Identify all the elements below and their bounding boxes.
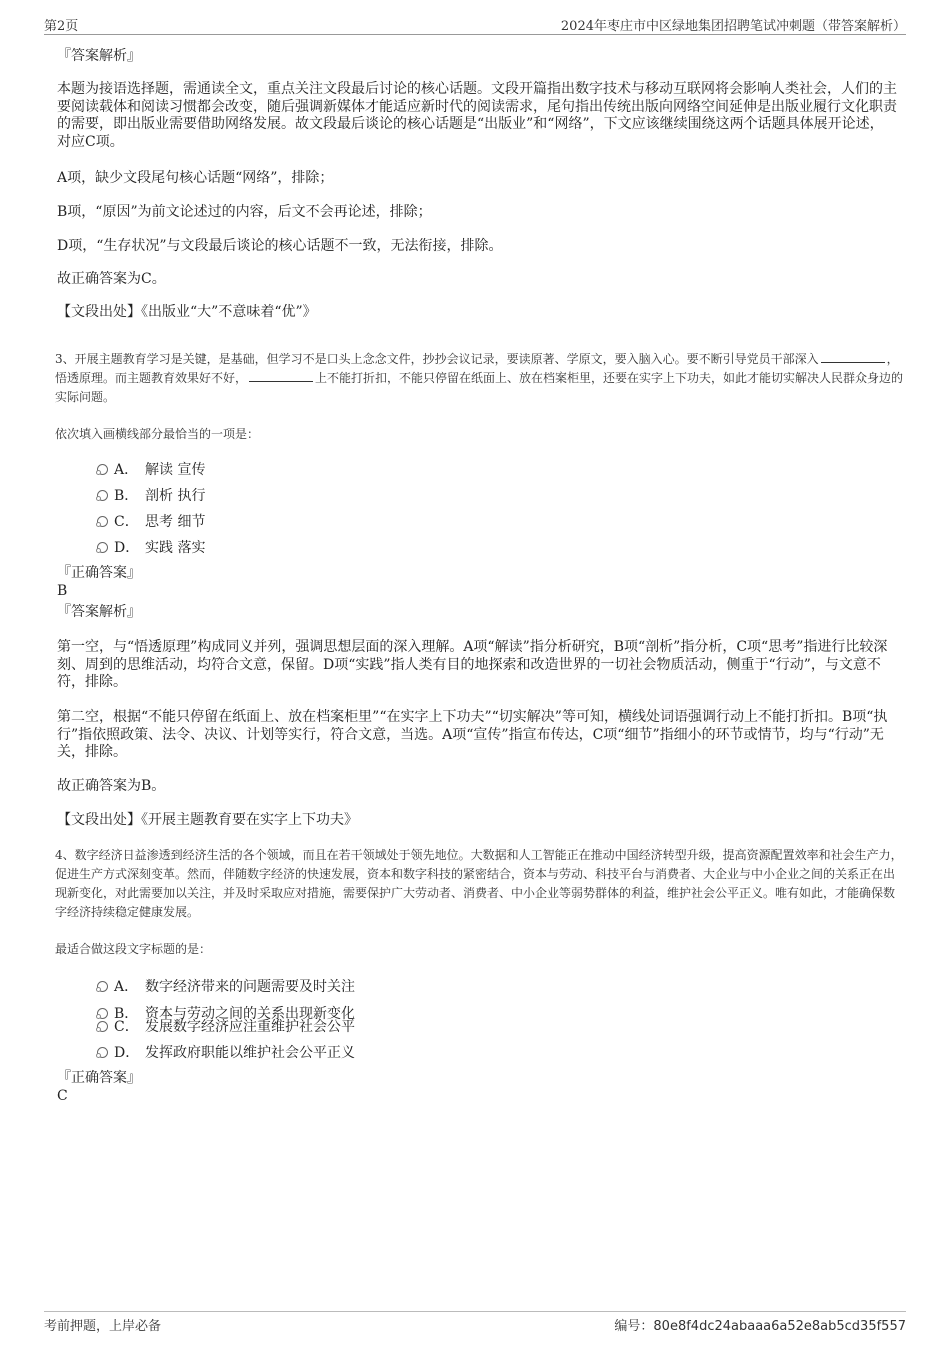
q4-answer-label: 『正确答案』 bbox=[57, 1070, 141, 1086]
q3-source: 【文段出处】《开展主题教育要在实字上下功夫》 bbox=[57, 812, 358, 828]
q3-blank-2[interactable] bbox=[249, 369, 313, 382]
radio-icon[interactable] bbox=[97, 516, 108, 527]
page-header bbox=[44, 12, 906, 35]
radio-icon[interactable] bbox=[97, 542, 108, 553]
page-number: 第2页 bbox=[44, 19, 79, 34]
q4-prompt: 最适合做这段文字标题的是： bbox=[55, 942, 212, 956]
q2-note-b: B项，“原因”为前文论述过的内容，后文不会再论述，排除； bbox=[57, 204, 432, 220]
q3-analysis-label: 『答案解析』 bbox=[57, 604, 141, 620]
document-title: 2024年枣庄市中区绿地集团招聘笔试冲刺题（带答案解析） bbox=[560, 19, 906, 34]
q2-note-d: D项，“生存状况”与文段最后谈论的核心话题不一致，无法衔接，排除。 bbox=[57, 238, 503, 254]
q3-answer-label: 『正确答案』 bbox=[57, 565, 141, 581]
q3-stem: 3、开展主题教育学习是关键，是基础，但学习不是口头上念念文件，抄抄会议记录，要读原著、学原文，要入脑入心。要不断引导党员干部深入 ，悟透原理。而主题教育效果好不好， 上不能打折扣，不能只停留在纸面上、放在档案柜里，还要在实字上下功夫，如此才能切实解决人民群众身边的实际问题。 bbox=[55, 352, 904, 404]
q4-stem: 4、数字经济日益渗透到经济生活的各个领域，而且在若干领域处于领先地位。大数据和人工智能正在推动中国经济转型升级，提高资源配置效率和社会生产力，促进生产方式深刻变革。然而，伴随数字经济的快速发展，资本和数字科技的紧密结合，资本与劳动、科技平台与消费者、大企业与中小企业之间的关系正在出现新变化，对此需要加以关注，并及时采取应对措施，需要保护广大劳动者、消费者、中小企业等弱势群体的利益，维护社会公平正义。唯有如此，才能确保数字经济持续稳定健康发展。 bbox=[55, 848, 903, 919]
q3-analysis-1: 第一空，与“悟透原理”构成同义并列，强调思想层面的深入理解。A项“解读”指分析研究，B项“剖析”指分析，C项“思考”指进行比较深刻、周到的思维活动，均符合文意，保留。D项“实践”指人类有目的地探索和改造世界的一切社会物质活动，侧重于“行动”，与文意不符，排除。 bbox=[57, 639, 888, 690]
radio-icon[interactable] bbox=[97, 464, 108, 475]
q3-answer: B bbox=[57, 583, 68, 599]
footer-code: 编号：80e8f4dc24abaaa6a52e8ab5cd35f557 bbox=[614, 1319, 906, 1334]
footer-slogan: 考前押题，上岸必备 bbox=[44, 1319, 162, 1334]
q3-analysis-2: 第二空，根据“不能只停留在纸面上、放在档案柜里”“在实字上下功夫”“切实解决”等可知，横线处词语强调行动上不能打折扣。B项“执行”指依照政策、法令、决议、计划等实行，符合文意，当选。A项“宣传”指宣布传达，C项“细节”指细小的环节或情节，均与“行动”无关，排除。 bbox=[57, 709, 888, 760]
q4-answer: C bbox=[57, 1088, 68, 1104]
q3-conclusion: 故正确答案为B。 bbox=[57, 778, 166, 794]
radio-icon[interactable] bbox=[97, 1021, 108, 1032]
radio-icon[interactable] bbox=[97, 1047, 108, 1058]
q3-blank-1[interactable] bbox=[821, 350, 885, 363]
q2-source: 【文段出处】《出版业“大”不意味着“优”》 bbox=[57, 304, 317, 320]
radio-icon[interactable] bbox=[97, 490, 108, 501]
q2-conclusion: 故正确答案为C。 bbox=[57, 271, 166, 287]
page-footer bbox=[44, 1311, 906, 1336]
radio-icon[interactable] bbox=[97, 1008, 108, 1019]
q3-prompt: 依次填入画横线部分最恰当的一项是： bbox=[55, 427, 260, 441]
radio-icon[interactable] bbox=[97, 981, 108, 992]
q2-analysis-label: 『答案解析』 bbox=[57, 48, 141, 64]
q2-note-a: A项，缺少文段尾句核心话题“网络”，排除； bbox=[57, 170, 334, 186]
q2-analysis-text: 本题为接语选择题，需通读全文，重点关注文段最后讨论的核心话题。文段开篇指出数字技术与移动互联网将会影响人类社会，人们的主要阅读载体和阅读习惯都会改变，随后强调新媒体才能适应新时代的阅读需求，尾句指出传统出版向网络空间延伸是出版业履行文化职责的需要，即出版业需要借助网络发展。故文段最后谈论的核心话题是“出版业”和“网络”，下文应该继续围绕这两个话题具体展开论述，对应C项。 bbox=[57, 81, 897, 150]
